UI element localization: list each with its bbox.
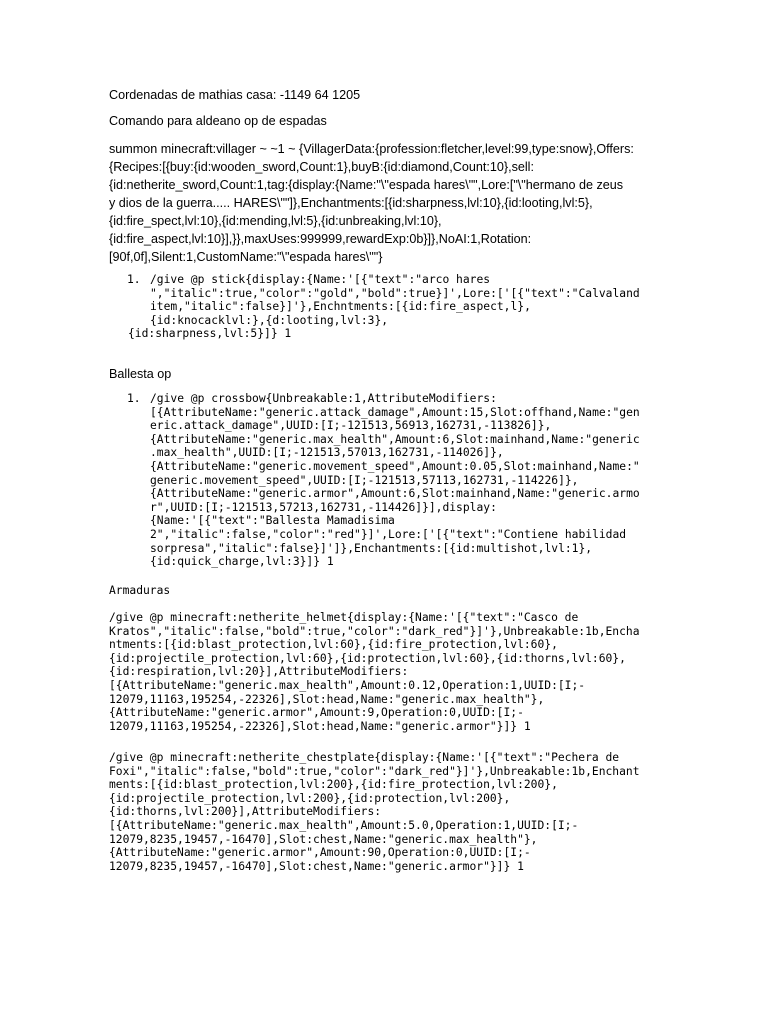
code-line: 12079,8235,19457,-16470],Slot:chest,Name:"generic.armor"}]} 1 — [109, 859, 524, 873]
code-line: {AttributeName:"generic.armor",Amount:6,Slot:mainhand,Name:"generic.armo — [150, 487, 640, 501]
villager-command-title: Comando para aldeano op de espadas — [109, 114, 327, 128]
code-line: ments:[{id:blast_protection,lvl:200},{id:fire_protection,lvl:200}, — [109, 778, 558, 792]
code-line: 12079,11163,195254,-22326],Slot:head,Name:"generic.armor"}]} 1 — [109, 719, 531, 733]
code-line: {AttributeName:"generic.movement_speed",Amount:0.05,Slot:mainhand,Name:" — [150, 459, 640, 473]
code-line: ","italic":true,"color":"gold","bold":true}]',Lore:['[{"text":"Calvaland — [150, 286, 640, 300]
code-line: eric.attack_damage",UUID:[I;-121513,56913,162731,-113826]}, — [150, 419, 552, 433]
code-line: {AttributeName:"generic.max_health",Amount:6,Slot:mainhand,Name:"generic — [150, 432, 640, 446]
ballesta-heading: Ballesta op — [109, 367, 172, 381]
code-line: /give @p minecraft:netherite_helmet{display:{Name:'[{"text":"Casco de — [109, 611, 579, 624]
code-line: {Name:'[{"text":"Ballesta Mamadisima — [150, 514, 395, 528]
code-line: {AttributeName:"generic.armor",Amount:9,Operation:0,UUID:[I;- — [109, 706, 524, 720]
command-line: summon minecraft:villager ~ ~1 ~ {VillagerData:{profession:fletcher,level:99,type:snow},Offers: — [109, 142, 634, 156]
crossbow-command-list-item — [109, 392, 640, 569]
code-line: {id:projectile_protection,lvl:60},{id:protection,lvl:60},{id:thorns,lvl:60}, — [109, 651, 626, 665]
code-line: {id:knocacklvl:},{d:looting,lvl:3}, — [150, 313, 389, 327]
helmet-command-block — [109, 611, 640, 733]
summon-villager-command — [109, 140, 634, 266]
code-line: /give @p crossbow{Unbreakable:1,AttributeModifiers: — [150, 392, 497, 405]
code-line: generic.movement_speed",UUID:[I;-121513,57113,162731,-114226]}, — [150, 473, 579, 487]
code-line: {id:respiration,lvl:20}],AttributeModifiers: — [109, 665, 409, 679]
command-line: {id:netherite_sword,Count:1,tag:{display:{Name:"\"espada hares\"",Lore:["\"hermano de zeus — [109, 178, 624, 192]
command-line: {id:fire_spect,lvl:10},{id:mending,lvl:5},{id:unbreaking,lvl:10}, — [109, 214, 442, 228]
code-line: r",UUID:[I;-121513,57213,162731,-114426]}],display: — [150, 500, 497, 514]
command-line: {Recipes:[{buy:{id:wooden_sword,Count:1},buyB:{id:diamond,Count:10},sell: — [109, 160, 534, 174]
code-line: 12079,11163,195254,-22326],Slot:head,Name:"generic.max_health"}, — [109, 692, 545, 706]
code-line: item,"italic":false}]'},Enchntments:[{id:fire_aspect,l}, — [150, 300, 531, 314]
command-line: {id:fire_aspect,lvl:10}],}},maxUses:999999,rewardExp:0b}]},NoAI:1,Rotation: — [109, 232, 532, 246]
armaduras-heading: Armaduras — [109, 584, 171, 597]
code-line: {id:sharpness,lvl:5}]} 1 — [128, 327, 292, 341]
code-line: /give @p stick{display:{Name:'[{"text":"arco hares — [150, 273, 491, 286]
code-line: {id:quick_charge,lvl:3}]} 1 — [150, 555, 334, 569]
command-line: [90f,0f],Silent:1,CustomName:"\"espada hares\""} — [109, 250, 383, 264]
code-line: 2","italic":false,"color":"red"}]',Lore:['[{"text":"Contiene habilidad — [150, 527, 627, 541]
code-line: sorpresa","italic":false}]']},Enchantments:[{id:multishot,lvl:1}, — [150, 541, 593, 555]
code-line: [{AttributeName:"generic.max_health",Amount:0.12,Operation:1,UUID:[I;- — [109, 678, 586, 692]
code-line: {id:thorns,lvl:200}],AttributeModifiers: — [109, 805, 382, 819]
code-line: /give @p minecraft:netherite_chestplate{display:{Name:'[{"text":"Pechera de — [109, 751, 620, 764]
list-number: 1. — [127, 273, 141, 286]
chestplate-command-block — [109, 751, 640, 873]
code-line: .max_health",UUID:[I;-121513,57013,162731,-114026]}, — [150, 446, 504, 460]
code-line: ntments:[{id:blast_protection,lvl:60},{id:fire_protection,lvl:60}, — [109, 638, 558, 652]
coordinates-paragraph: Cordenadas de mathias casa: -1149 64 1205 — [109, 88, 361, 102]
code-line: [{AttributeName:"generic.max_health",Amount:5.0,Operation:1,UUID:[I;- — [109, 818, 579, 832]
code-line: 12079,8235,19457,-16470],Slot:chest,Name:"generic.max_health"}, — [109, 832, 538, 846]
code-line: Foxi","italic":false,"bold":true,"color":"dark_red"}]'},Unbreakable:1b,Enchant — [109, 764, 640, 778]
code-line: {id:projectile_protection,lvl:200},{id:protection,lvl:200}, — [109, 791, 511, 805]
command-line: y dios de la guerra..... HARES\""]},Enchantments:[{id:sharpness,lvl:10},{id:looting,lvl:5}, — [109, 196, 593, 210]
list-number: 1. — [127, 392, 141, 405]
code-line: Kratos","italic":false,"bold":true,"color":"dark_red"}]'},Unbreakable:1b,Encha — [109, 624, 640, 638]
stick-command-list-item — [109, 273, 640, 341]
code-line: {AttributeName:"generic.armor",Amount:90,Operation:0,UUID:[I;- — [109, 846, 531, 860]
code-line: [{AttributeName:"generic.attack_damage",Amount:15,Slot:offhand,Name:"gen — [150, 405, 640, 419]
